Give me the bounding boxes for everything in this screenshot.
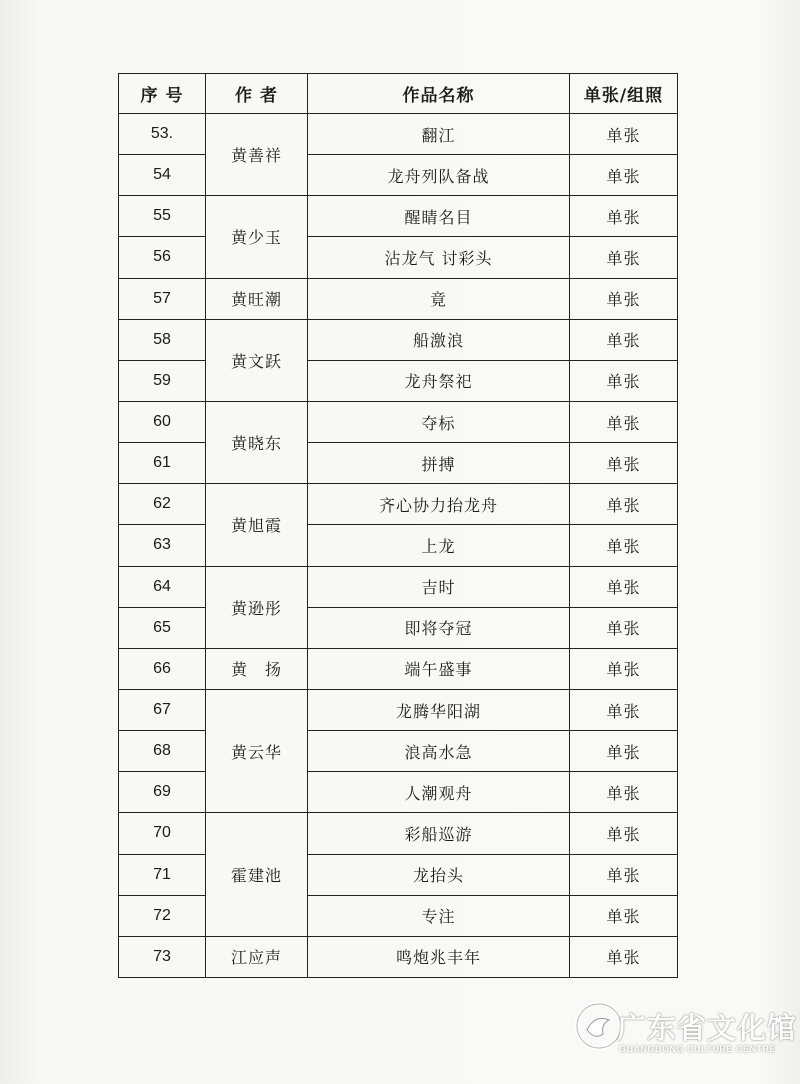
row-seq: 72: [119, 895, 206, 936]
table-row: [119, 443, 678, 484]
table-row: [119, 936, 678, 977]
table-row: [119, 607, 678, 648]
header-seq: 序 号: [119, 74, 206, 114]
row-type: 单张: [570, 237, 678, 278]
table-row: [119, 854, 678, 895]
row-title: 夺标: [308, 401, 570, 442]
table-row: [119, 196, 678, 237]
row-title: 上龙: [308, 525, 570, 566]
row-type: 单张: [570, 854, 678, 895]
row-seq: 54: [119, 155, 206, 196]
row-type: 单张: [570, 813, 678, 854]
row-author: 黄少玉: [206, 196, 308, 278]
row-seq: 62: [119, 484, 206, 525]
table-row: [119, 237, 678, 278]
row-author: 黄善祥: [206, 114, 308, 196]
row-seq: 71: [119, 854, 206, 895]
row-title: 浪高水急: [308, 731, 570, 772]
row-title: 拼搏: [308, 443, 570, 484]
table-row: [119, 731, 678, 772]
row-type: 单张: [570, 401, 678, 442]
row-author: 黄 扬: [206, 648, 308, 689]
row-author: 黄文跃: [206, 319, 308, 401]
table-header-row: [119, 74, 678, 114]
row-type: 单张: [570, 360, 678, 401]
header-author: 作 者: [206, 74, 308, 114]
row-seq: 73: [119, 936, 206, 977]
row-type: 单张: [570, 155, 678, 196]
row-type: 单张: [570, 566, 678, 607]
row-seq: 65: [119, 607, 206, 648]
row-title: 龙舟列队备战: [308, 155, 570, 196]
row-type: 单张: [570, 607, 678, 648]
row-title: 彩船巡游: [308, 813, 570, 854]
row-seq: 69: [119, 772, 206, 813]
table-row: [119, 895, 678, 936]
table-row: [119, 648, 678, 689]
row-seq: 70: [119, 813, 206, 854]
row-type: 单张: [570, 278, 678, 319]
table-row: [119, 401, 678, 442]
row-author: 江应声: [206, 936, 308, 977]
table-row: [119, 566, 678, 607]
table-row: [119, 813, 678, 854]
watermark-name-en: GUANGDONG CULTURE CENTRE: [619, 1044, 776, 1054]
table-row: [119, 360, 678, 401]
works-table: [118, 73, 678, 978]
table-row: [119, 484, 678, 525]
header-type: 单张/组照: [570, 74, 678, 114]
row-title: 即将夺冠: [308, 607, 570, 648]
row-author: 黄旺潮: [206, 278, 308, 319]
row-type: 单张: [570, 731, 678, 772]
row-seq: 60: [119, 401, 206, 442]
row-title: 沾龙气 讨彩头: [308, 237, 570, 278]
row-seq: 67: [119, 689, 206, 730]
row-title: 翻江: [308, 114, 570, 155]
row-title: 端午盛事: [308, 648, 570, 689]
row-type: 单张: [570, 443, 678, 484]
row-title: 龙腾华阳湖: [308, 689, 570, 730]
row-seq: 63: [119, 525, 206, 566]
row-type: 单张: [570, 772, 678, 813]
table-row: [119, 689, 678, 730]
watermark-name-cn: 广东省文化馆: [617, 1011, 798, 1045]
row-seq: 55: [119, 196, 206, 237]
row-title: 船激浪: [308, 319, 570, 360]
table-row: [119, 319, 678, 360]
row-type: 单张: [570, 525, 678, 566]
row-title: 人潮观舟: [308, 772, 570, 813]
row-title: 吉时: [308, 566, 570, 607]
row-seq: 56: [119, 237, 206, 278]
row-seq: 61: [119, 443, 206, 484]
row-type: 单张: [570, 936, 678, 977]
row-author: 黄云华: [206, 689, 308, 812]
row-title: 齐心协力抬龙舟: [308, 484, 570, 525]
row-title: 鸣炮兆丰年: [308, 936, 570, 977]
row-type: 单张: [570, 648, 678, 689]
row-seq: 57: [119, 278, 206, 319]
row-seq: 64: [119, 566, 206, 607]
row-author: 黄旭霞: [206, 484, 308, 566]
row-seq: 66: [119, 648, 206, 689]
header-title: 作品名称: [308, 74, 570, 114]
row-type: 单张: [570, 484, 678, 525]
table-row: [119, 525, 678, 566]
table-row: [119, 772, 678, 813]
row-author: 霍建池: [206, 813, 308, 936]
row-type: 单张: [570, 689, 678, 730]
row-seq: 68: [119, 731, 206, 772]
culture-centre-watermark: [573, 1000, 798, 1064]
table-row: [119, 114, 678, 155]
row-title: 龙舟祭祀: [308, 360, 570, 401]
row-title: 竟: [308, 278, 570, 319]
row-author: 黄逊彤: [206, 566, 308, 648]
row-type: 单张: [570, 114, 678, 155]
row-title: 醒睛名目: [308, 196, 570, 237]
row-type: 单张: [570, 895, 678, 936]
row-title: 龙抬头: [308, 854, 570, 895]
table-row: [119, 278, 678, 319]
row-type: 单张: [570, 319, 678, 360]
row-seq: 58: [119, 319, 206, 360]
row-seq: 59: [119, 360, 206, 401]
row-type: 单张: [570, 196, 678, 237]
table-row: [119, 155, 678, 196]
row-author: 黄晓东: [206, 401, 308, 483]
row-title: 专注: [308, 895, 570, 936]
row-seq: 53.: [119, 114, 206, 155]
